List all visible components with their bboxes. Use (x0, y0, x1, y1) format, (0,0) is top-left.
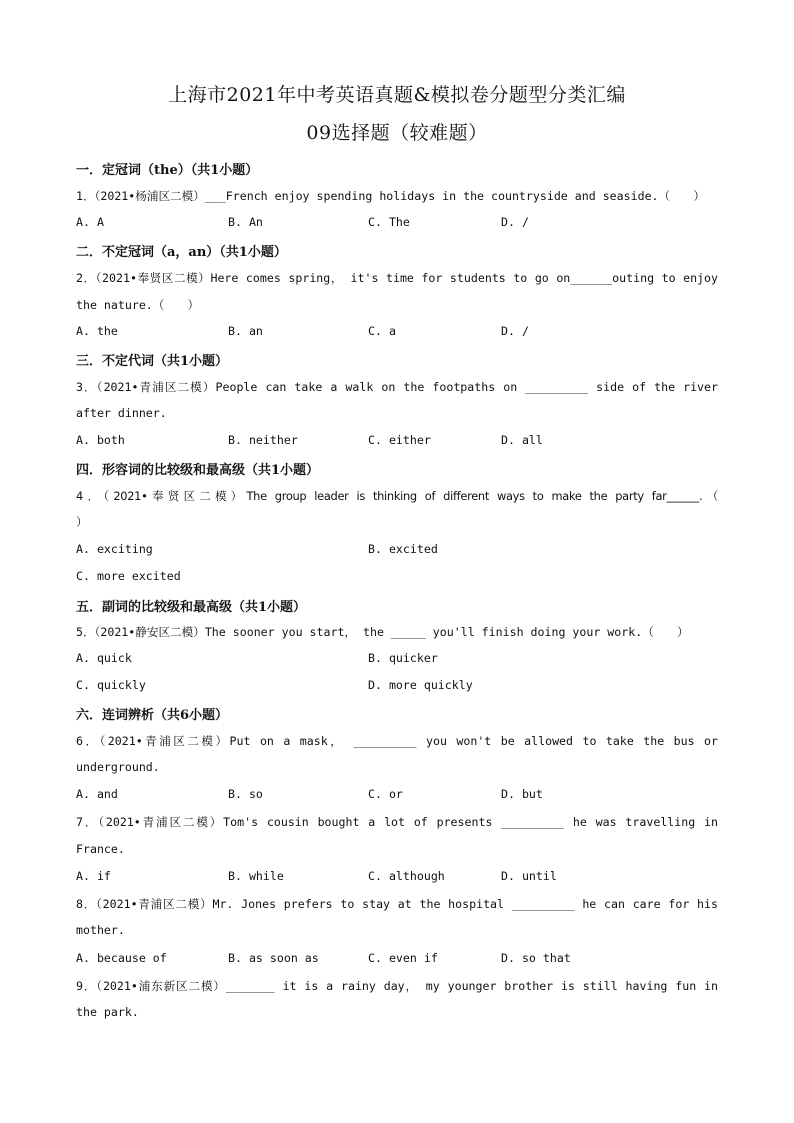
option-a: A. because of (76, 951, 167, 965)
question-text-cont: the park. (76, 1005, 139, 1019)
option-c: C. a (368, 324, 396, 338)
option-b: B. neither (228, 433, 298, 447)
option-d: D. more quickly (368, 678, 473, 692)
question-text: 8．（2021•青浦区二模）Mr. Jones prefers to stay at the hospital _________ he can care for his (76, 897, 718, 911)
option-c: C. although (368, 869, 445, 883)
option-c: C. The (368, 215, 410, 229)
option-b: B. excited (368, 542, 438, 556)
option-c: C. either (368, 433, 431, 447)
question-text-cont: after dinner. (76, 406, 167, 420)
question-text: 1．（2021•杨浦区二模）___French enjoy spending holidays in the countryside and seaside.（ ） (76, 189, 705, 203)
question-text: 6．（2021•青浦区二模）Put on a mask， _________ you won't be allowed to take the bus or (76, 734, 718, 748)
question-text: 7．（2021•青浦区二模）Tom's cousin bought a lot of presents _________ he was travelling in (76, 815, 718, 829)
question-text-cont: France. (76, 842, 125, 856)
question-text-cont: underground. (76, 760, 160, 774)
question-text: 3．（2021•青浦区二模）People can take a walk on the footpaths on _________ side of the river (76, 380, 718, 394)
page-subtitle: 09选择题（较难题） (306, 122, 488, 144)
option-c: C. even if (368, 951, 438, 965)
option-d: D. so that (501, 951, 571, 965)
option-d: D. all (501, 433, 543, 447)
option-a: A. both (76, 433, 125, 447)
question-text: 4．（2021•奉贤区二模）The group leader is thinking of different ways to make the party far______.（ (76, 489, 718, 503)
section-heading: 一．定冠词（the）（共1小题） (76, 163, 259, 178)
option-d: D. / (501, 324, 529, 338)
option-b: B. while (228, 869, 284, 883)
page-title: 上海市2021年中考英语真题&模拟卷分题型分类汇编 (168, 84, 626, 106)
option-a: A. the (76, 324, 118, 338)
option-b: B. as soon as (228, 951, 319, 965)
section-heading: 六．连词辨析（共6小题） (76, 708, 229, 723)
option-d: D. but (501, 787, 543, 801)
option-b: B. an (228, 324, 263, 338)
question-text: 5．（2021•静安区二模）The sooner you start， the _____ you'll finish doing your work.（ ） (76, 625, 689, 639)
option-a: A. quick (76, 651, 132, 665)
section-heading: 五．副词的比较级和最高级（共1小题） (76, 600, 307, 615)
question-text: 2．（2021•奉贤区二模）Here comes spring， it's time for students to go on______outing to enjoy (76, 271, 718, 285)
option-a: A. and (76, 787, 118, 801)
option-a: A. if (76, 869, 111, 883)
question-text-cont: ） (76, 515, 88, 529)
option-c: C. quickly (76, 678, 146, 692)
option-a: A. exciting (76, 542, 153, 556)
option-a: A. A (76, 215, 104, 229)
option-b: B. so (228, 787, 263, 801)
section-heading: 四．形容词的比较级和最高级（共1小题） (76, 463, 320, 478)
question-text: 9．（2021•浦东新区二模）_______ it is a rainy day， my younger brother is still having fun in (76, 979, 718, 993)
option-b: B. An (228, 215, 263, 229)
question-text-cont: the nature.（ ） (76, 298, 200, 312)
section-heading: 二．不定冠词（a，an）（共1小题） (76, 245, 287, 260)
option-b: B. quicker (368, 651, 438, 665)
option-d: D. until (501, 869, 557, 883)
question-text-cont: mother. (76, 923, 125, 937)
option-c: C. more excited (76, 569, 181, 583)
section-heading: 三．不定代词（共1小题） (76, 354, 229, 369)
option-c: C. or (368, 787, 403, 801)
option-d: D. / (501, 215, 529, 229)
